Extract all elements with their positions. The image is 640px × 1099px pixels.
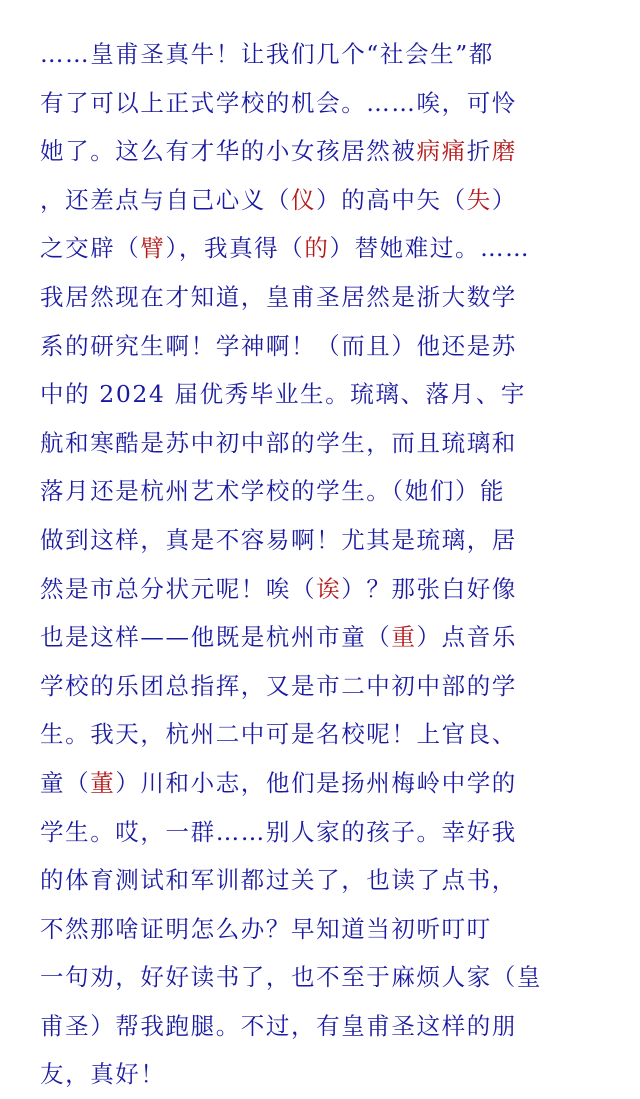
text-segment: ）川和小志，他们是扬州梅岭中学的 bbox=[115, 768, 517, 797]
text-segment: 折 bbox=[466, 137, 492, 166]
correction-mark: 臂 bbox=[140, 234, 166, 263]
text-line bbox=[40, 322, 608, 371]
text-segment: ） bbox=[491, 185, 517, 214]
text-segment: 她了。这么有才华的小女孩居然被 bbox=[40, 137, 417, 166]
text-segment: ），我真得（ bbox=[165, 234, 305, 263]
text-segment: ）的高中矢（ bbox=[316, 185, 467, 214]
text-line bbox=[40, 565, 608, 614]
text-line bbox=[40, 613, 608, 662]
text-segment: 然是市总分状元呢！唉（ bbox=[40, 574, 317, 603]
text-segment: 学校的乐团总指挥，又是市二中初中部的学 bbox=[40, 671, 517, 700]
text-segment: ）替她难过。…… bbox=[329, 234, 531, 263]
correction-mark: 磨 bbox=[491, 137, 517, 166]
text-line bbox=[40, 30, 608, 79]
correction-mark: 病痛 bbox=[416, 137, 467, 166]
text-line bbox=[40, 905, 608, 954]
text-segment: 甫圣）帮我跑腿。不过，有皇甫圣这样的朋 bbox=[40, 1011, 517, 1040]
correction-mark: 董 bbox=[90, 768, 116, 797]
text-line bbox=[40, 1050, 608, 1099]
text-segment: 中的 2024 届优秀毕业生。琉璃、落月、宇 bbox=[40, 380, 526, 409]
text-line bbox=[40, 273, 608, 322]
text-line bbox=[40, 516, 608, 565]
text-line bbox=[40, 953, 608, 1002]
text-line bbox=[40, 808, 608, 857]
text-segment: 不然那啥证明怎么办？早知道当初听叮叮 bbox=[40, 914, 492, 943]
handwritten-passage bbox=[40, 30, 608, 1099]
text-line bbox=[40, 710, 608, 759]
text-segment: 做到这样，真是不容易啊！尤其是琉璃，居 bbox=[40, 525, 517, 554]
correction-mark: 仪 bbox=[291, 185, 317, 214]
text-line bbox=[40, 467, 608, 516]
text-segment: 我居然现在才知道，皇甫圣居然是浙大数学 bbox=[40, 282, 517, 311]
text-line bbox=[40, 759, 608, 808]
text-segment: 之交辟（ bbox=[40, 234, 141, 263]
text-segment: 有了可以上正式学校的机会。……唉，可怜 bbox=[40, 88, 517, 117]
text-segment: ）？那张白好像 bbox=[341, 574, 517, 603]
text-segment: 友，真好！ bbox=[40, 1060, 166, 1089]
text-line bbox=[40, 662, 608, 711]
text-segment: 也是这样——他既是杭州市童（ bbox=[40, 623, 392, 652]
text-segment: 学生。哎，一群……别人家的孩子。幸好我 bbox=[40, 817, 517, 846]
text-segment: 落月还是杭州艺术学校的学生。（她们）能 bbox=[40, 477, 506, 506]
correction-mark: 的 bbox=[304, 234, 330, 263]
text-line bbox=[40, 224, 608, 273]
text-line bbox=[40, 419, 608, 468]
text-segment: 的体育测试和军训都过关了，也读了点书， bbox=[40, 866, 517, 895]
text-line bbox=[40, 176, 608, 225]
text-line bbox=[40, 127, 608, 176]
text-line bbox=[40, 1002, 608, 1051]
text-segment: 一句劝，好好读书了，也不至于麻烦人家（皇 bbox=[40, 963, 542, 992]
correction-mark: 失 bbox=[466, 185, 492, 214]
text-segment: 系的研究生啊！学神啊！（而且）他还是苏 bbox=[40, 331, 517, 360]
text-segment: 童（ bbox=[40, 768, 91, 797]
text-segment: ，还差点与自己心义（ bbox=[40, 185, 291, 214]
correction-mark: 诶 bbox=[316, 574, 342, 603]
text-segment: 航和寒酷是苏中初中部的学生，而且琉璃和 bbox=[40, 428, 517, 457]
text-segment: ）点音乐 bbox=[416, 623, 517, 652]
text-line bbox=[40, 79, 608, 128]
text-segment: 生。我天，杭州二中可是名校呢！上官良、 bbox=[40, 720, 517, 749]
text-segment: ……皇甫圣真牛！让我们几个“社会生”都 bbox=[40, 40, 494, 68]
text-line bbox=[40, 856, 608, 905]
correction-mark: 重 bbox=[391, 623, 417, 652]
text-line bbox=[40, 370, 608, 419]
